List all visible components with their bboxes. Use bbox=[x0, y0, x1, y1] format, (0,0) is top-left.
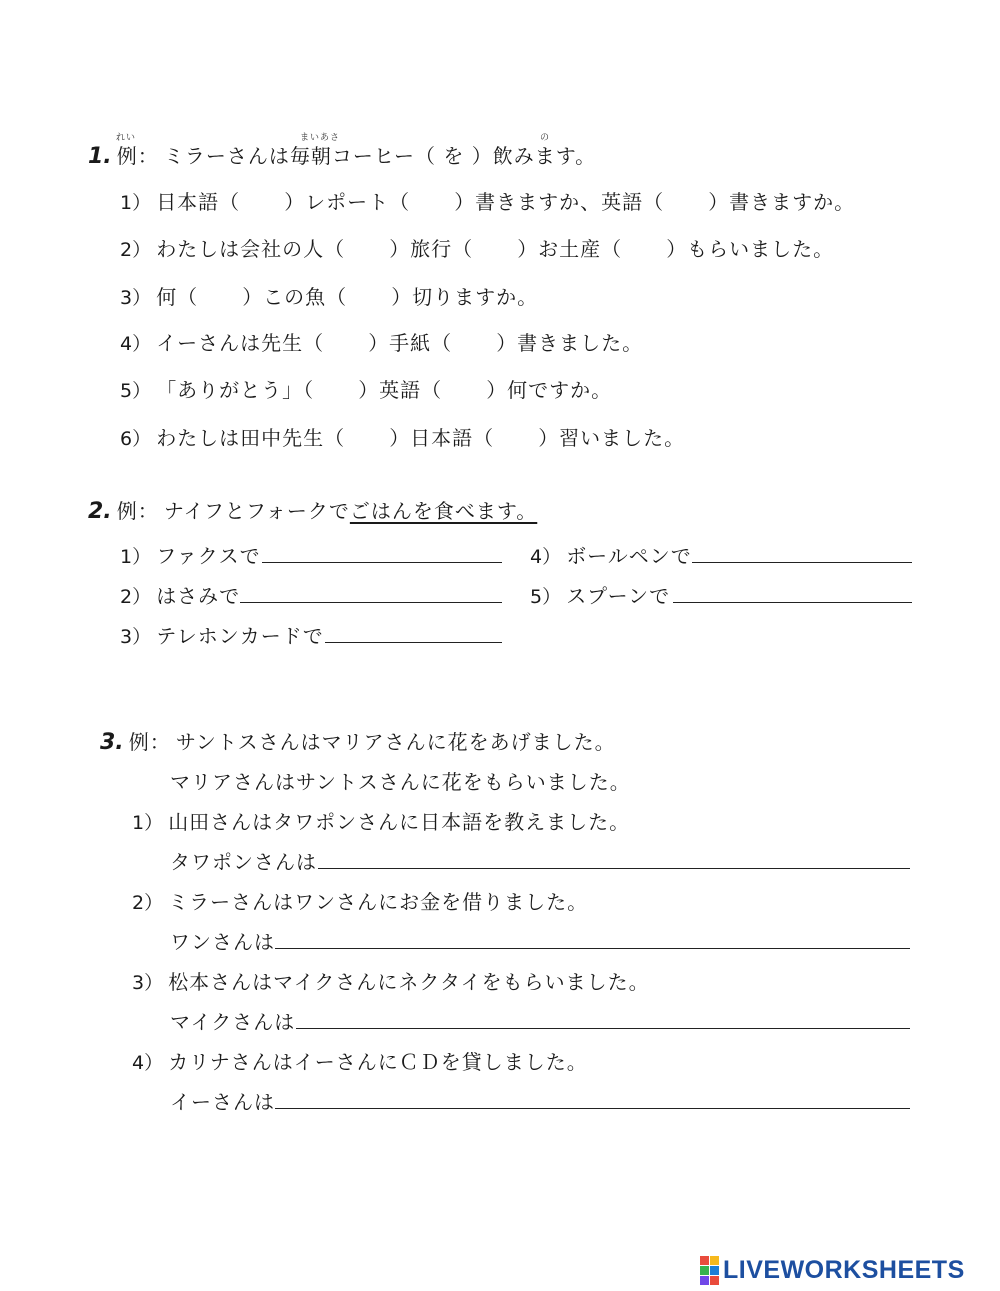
answer-line bbox=[325, 620, 502, 643]
item-text: ）切りますか。 bbox=[391, 285, 539, 309]
answer-line bbox=[275, 1086, 910, 1109]
item-text: わたしは会社の人（ bbox=[156, 237, 346, 261]
item-number: 3） bbox=[120, 287, 152, 309]
item-text: 何（ bbox=[156, 285, 199, 309]
example-label: 例： bbox=[116, 499, 159, 523]
item-number: 2） bbox=[132, 892, 164, 914]
item-text: ）何ですか。 bbox=[486, 378, 613, 402]
answer-line bbox=[296, 1006, 910, 1029]
example-label: 例： bbox=[116, 144, 159, 168]
item-sentence: カリナさんはイーさんにＣＤを貸しました。 bbox=[168, 1050, 588, 1074]
tool-item-1 bbox=[120, 540, 261, 569]
item-number: 4） bbox=[120, 333, 152, 355]
example-label: 例： bbox=[128, 730, 171, 754]
particle-item-5 bbox=[120, 374, 612, 403]
tool-item-3 bbox=[120, 620, 324, 649]
section-number: 1. bbox=[88, 144, 112, 169]
prompt-text: ワンさんは bbox=[170, 930, 275, 954]
item-text: テレホンカードで bbox=[156, 624, 324, 648]
tool-item-4 bbox=[530, 540, 692, 569]
logo-tile bbox=[700, 1256, 709, 1265]
tool-item-2 bbox=[120, 580, 240, 609]
example-prefix: ナイフとフォークで bbox=[163, 499, 350, 523]
item-number: 1） bbox=[132, 812, 164, 834]
rewrite-item-2 bbox=[132, 886, 588, 915]
item-text: ）書きますか。 bbox=[708, 190, 856, 214]
answer-line bbox=[318, 846, 910, 869]
item-text: 「ありがとう」（ bbox=[156, 378, 315, 402]
item-text: ）書きますか、英語（ bbox=[454, 190, 665, 214]
item-text: 日本語（ bbox=[156, 190, 241, 214]
item-text: ）旅行（ bbox=[389, 237, 474, 261]
item-text: ）英語（ bbox=[358, 378, 443, 402]
example-answer: ごはんを食べます。 bbox=[349, 499, 538, 523]
item-sentence: 松本さんはマイクさんにネクタイをもらいました。 bbox=[168, 970, 650, 994]
ruby-no: の bbox=[540, 133, 551, 143]
rewrite-prompt bbox=[170, 926, 275, 955]
item-text: はさみで bbox=[156, 584, 241, 608]
rewrite-prompt bbox=[170, 1086, 275, 1115]
answer-input[interactable] bbox=[673, 580, 912, 602]
item-text: ボールペンで bbox=[566, 544, 692, 568]
answer-input[interactable] bbox=[240, 580, 502, 602]
item-sentence: ミラーさんはワンさんにお金を借りました。 bbox=[168, 890, 589, 914]
answer-line bbox=[262, 540, 502, 563]
answer-input[interactable] bbox=[318, 846, 910, 868]
section-3-example-answer bbox=[170, 766, 631, 795]
answer-input[interactable] bbox=[296, 1006, 910, 1028]
item-number: 3） bbox=[132, 972, 164, 994]
item-text: ）レポート（ bbox=[284, 190, 411, 214]
prompt-text: マイクさんは bbox=[170, 1010, 296, 1034]
rewrite-item-1 bbox=[132, 806, 630, 835]
answer-input[interactable] bbox=[325, 620, 502, 642]
logo-tile bbox=[700, 1276, 709, 1285]
logo-tiles-icon bbox=[700, 1256, 719, 1285]
section-1-example bbox=[88, 140, 596, 169]
section-2-example bbox=[88, 495, 537, 524]
tool-item-5 bbox=[530, 580, 670, 609]
ruby-maiasa: まいあさ bbox=[300, 133, 341, 143]
example-answer: マリアさんはサントスさんに花をもらいました。 bbox=[170, 770, 631, 794]
item-number: 6） bbox=[120, 428, 152, 450]
item-text: ファクスで bbox=[156, 544, 261, 568]
item-number: 2） bbox=[120, 586, 152, 608]
item-number: 5） bbox=[530, 586, 562, 608]
item-text: ）書きました。 bbox=[496, 331, 644, 355]
liveworksheets-logo bbox=[700, 1256, 965, 1285]
example-sentence: ミラーさんは毎朝コーヒー（ を ）飲みます。 bbox=[163, 144, 597, 168]
item-text: イーさんは先生（ bbox=[156, 331, 325, 355]
logo-tile bbox=[700, 1266, 709, 1275]
answer-line bbox=[692, 540, 912, 563]
answer-line bbox=[240, 580, 502, 603]
item-text: ）手紙（ bbox=[368, 331, 453, 355]
particle-item-2 bbox=[120, 233, 834, 262]
item-text: ）日本語（ bbox=[389, 426, 495, 450]
particle-item-4 bbox=[120, 327, 643, 356]
item-sentence: 山田さんはタワポンさんに日本語を教えました。 bbox=[168, 810, 631, 834]
answer-input[interactable] bbox=[275, 926, 910, 948]
item-number: 4） bbox=[132, 1052, 164, 1074]
item-number: 4） bbox=[530, 546, 562, 568]
particle-item-6 bbox=[120, 422, 685, 451]
item-number: 3） bbox=[120, 626, 152, 648]
item-text: わたしは田中先生（ bbox=[156, 426, 346, 450]
item-number: 1） bbox=[120, 192, 152, 214]
prompt-text: タワポンさんは bbox=[170, 850, 317, 874]
item-text: ）この魚（ bbox=[242, 285, 348, 309]
answer-line bbox=[275, 926, 910, 949]
logo-tile bbox=[710, 1276, 719, 1285]
section-number: 3. bbox=[100, 730, 124, 755]
answer-input[interactable] bbox=[692, 540, 912, 562]
logo-tile bbox=[710, 1266, 719, 1275]
answer-input[interactable] bbox=[262, 540, 502, 562]
logo-tile bbox=[710, 1256, 719, 1265]
item-number: 1） bbox=[120, 546, 152, 568]
section-number: 2. bbox=[88, 499, 112, 524]
particle-item-1 bbox=[120, 186, 855, 215]
ruby-rei: れい bbox=[116, 133, 137, 143]
item-number: 5） bbox=[120, 380, 152, 402]
item-text: ）習いました。 bbox=[538, 426, 686, 450]
answer-input[interactable] bbox=[275, 1086, 910, 1108]
item-text: ）お土産（ bbox=[517, 237, 623, 261]
item-text: スプーンで bbox=[566, 584, 671, 608]
rewrite-item-4 bbox=[132, 1046, 588, 1075]
section-3-example bbox=[100, 726, 616, 755]
logo-text: LIVEWORKSHEETS bbox=[723, 1256, 965, 1284]
rewrite-item-3 bbox=[132, 966, 650, 995]
rewrite-prompt bbox=[170, 846, 317, 875]
rewrite-prompt bbox=[170, 1006, 295, 1035]
particle-item-3 bbox=[120, 281, 538, 310]
example-sentence: サントスさんはマリアさんに花をあげました。 bbox=[175, 730, 616, 754]
prompt-text: イーさんは bbox=[170, 1090, 275, 1114]
item-number: 2） bbox=[120, 239, 152, 261]
answer-line bbox=[673, 580, 912, 603]
item-text: ）もらいました。 bbox=[666, 237, 835, 261]
